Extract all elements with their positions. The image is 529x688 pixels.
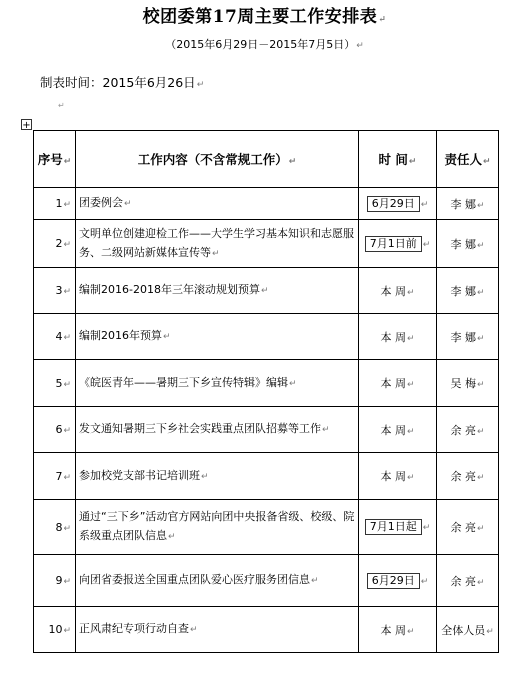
time-cell: 本 周↵ xyxy=(359,314,437,360)
responsible-person-cell: 全体人员↵ xyxy=(437,607,499,653)
responsible-person-cell: 余 亮↵ xyxy=(437,453,499,500)
page-title: 校团委第17周主要工作安排表↵ xyxy=(142,7,387,27)
time-cell: 7月1日前 ↵ xyxy=(359,220,437,268)
time-cell: 本 周↵ xyxy=(359,268,437,314)
work-content-cell: 团委例会↵ xyxy=(76,188,359,220)
responsible-person-cell: 余 亮↵ xyxy=(437,555,499,607)
table-row xyxy=(34,360,499,407)
responsible-person-cell: 李 娜↵ xyxy=(437,314,499,360)
work-content-cell: 《皖医青年——暑期三下乡宣传特辑》编辑↵ xyxy=(76,360,359,407)
responsible-person-cell: 余 亮↵ xyxy=(437,407,499,453)
time-cell: 本 周↵ xyxy=(359,453,437,500)
time-cell: 本 周↵ xyxy=(359,607,437,653)
row-number: 9↵ xyxy=(34,555,76,607)
time-cell: 本 周↵ xyxy=(359,360,437,407)
time-cell: 6月29日 ↵ xyxy=(359,555,437,607)
table-header-row xyxy=(34,131,499,188)
work-content-cell: 参加校党支部书记培训班↵ xyxy=(76,453,359,500)
table-move-handle-icon[interactable]: + xyxy=(22,120,31,131)
table-row xyxy=(34,407,499,453)
work-content-cell: 编制2016-2018年三年滚动规划预算↵ xyxy=(76,268,359,314)
header-num: 序号↵ xyxy=(34,131,76,188)
table-row xyxy=(34,500,499,555)
work-content-cell: 文明单位创建迎检工作——大学生学习基本知识和志愿服务、二级网站新媒体宣传等↵ xyxy=(76,220,359,268)
table-row xyxy=(34,314,499,360)
table-row xyxy=(34,188,499,220)
row-number: 7↵ xyxy=(34,453,76,500)
responsible-person-cell: 李 娜↵ xyxy=(437,220,499,268)
table-row xyxy=(34,220,499,268)
table-row xyxy=(34,607,499,653)
header-time: 时 间↵ xyxy=(359,131,437,188)
table-row xyxy=(34,555,499,607)
responsible-person-cell: 李 娜↵ xyxy=(437,188,499,220)
work-content-cell: 编制2016年预算↵ xyxy=(76,314,359,360)
made-date-value: 2015年6月26日 xyxy=(102,75,196,90)
paragraph-mark: ↵ xyxy=(58,101,65,110)
row-number: 1↵ xyxy=(34,188,76,220)
row-number: 8↵ xyxy=(34,500,76,555)
work-content-cell: 发文通知暑期三下乡社会实践重点团队招募等工作↵ xyxy=(76,407,359,453)
schedule-table xyxy=(33,130,499,653)
work-content-cell: 通过“三下乡”活动官方网站向团中央报备省级、校级、院系级重点团队信息↵ xyxy=(76,500,359,555)
table-row xyxy=(34,453,499,500)
responsible-person-cell: 余 亮↵ xyxy=(437,500,499,555)
responsible-person-cell: 李 娜↵ xyxy=(437,268,499,314)
time-cell: 6月29日 ↵ xyxy=(359,188,437,220)
row-number: 10↵ xyxy=(34,607,76,653)
made-date-line: 制表时间：2015年6月26日↵ xyxy=(40,75,205,90)
date-range-subtitle: （2015年6月29日－2015年7月5日）↵ xyxy=(165,38,364,51)
made-date-label: 制表时间： xyxy=(40,75,103,90)
time-cell: 本 周↵ xyxy=(359,407,437,453)
table-row xyxy=(34,268,499,314)
row-number: 5↵ xyxy=(34,360,76,407)
work-content-cell: 向团省委报送全国重点团队爱心医疗服务团信息↵ xyxy=(76,555,359,607)
header-person: 责任人↵ xyxy=(437,131,499,188)
row-number: 2↵ xyxy=(34,220,76,268)
row-number: 6↵ xyxy=(34,407,76,453)
row-number: 3↵ xyxy=(34,268,76,314)
responsible-person-cell: 吴 梅↵ xyxy=(437,360,499,407)
header-content: 工作内容（不含常规工作）↵ xyxy=(76,131,359,188)
row-number: 4↵ xyxy=(34,314,76,360)
work-content-cell: 正风肃纪专项行动自查↵ xyxy=(76,607,359,653)
time-cell: 7月1日起 ↵ xyxy=(359,500,437,555)
